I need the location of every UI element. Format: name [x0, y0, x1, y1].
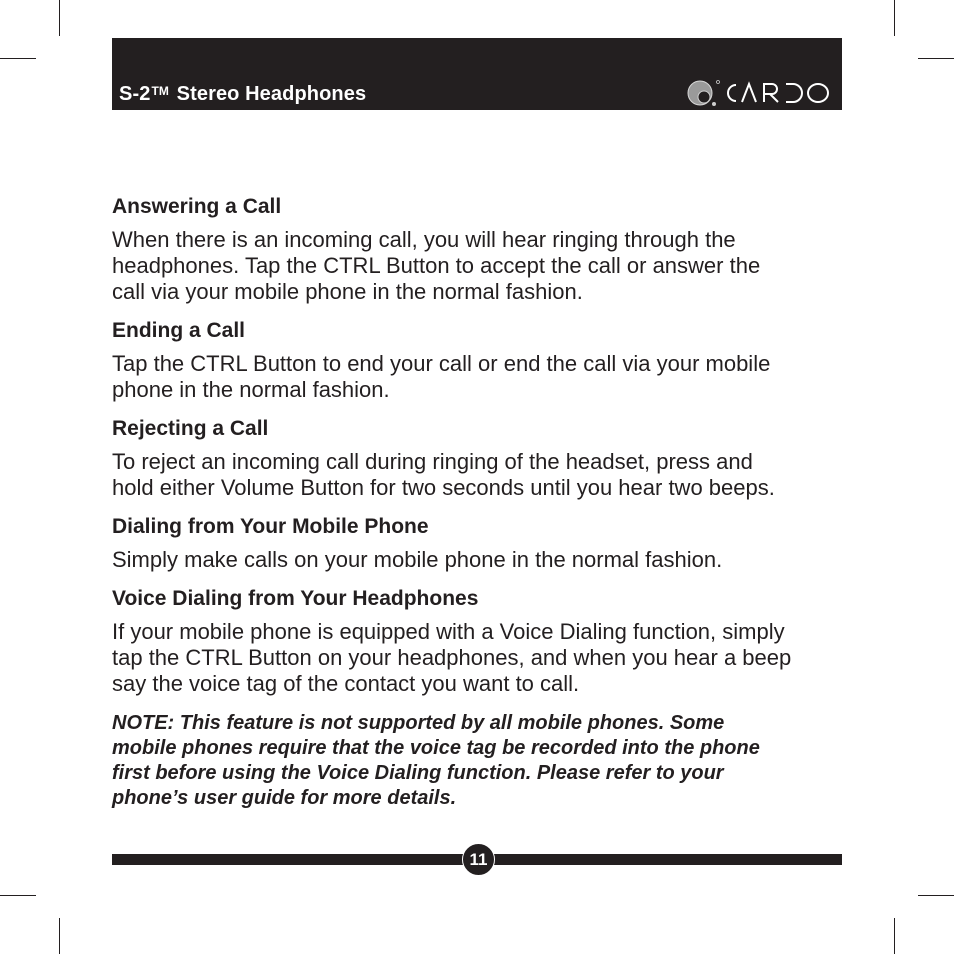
- title-product: Stereo Headphones: [176, 83, 367, 105]
- note-line: NOTE: This feature is not supported by all mobile phones. Some: [112, 712, 725, 734]
- section-body: [112, 351, 852, 403]
- section-voice-dialing: [112, 585, 852, 697]
- crop-mark: [0, 895, 36, 896]
- crop-mark: [894, 918, 895, 954]
- body-line: hold either Volume Button for two seconds until you hear two beeps.: [112, 475, 775, 500]
- section-body: [112, 227, 852, 305]
- body-line: say the voice tag of the contact you want to call.: [112, 671, 580, 696]
- crop-mark: [918, 58, 954, 59]
- body-line: call via your mobile phone in the normal fashion.: [112, 279, 583, 304]
- page-number: 11: [462, 843, 495, 876]
- cardo-logo: [686, 78, 834, 108]
- body-line: When there is an incoming call, you will hear ringing through the: [112, 227, 736, 252]
- note-line: phone’s user guide for more details.: [112, 787, 457, 809]
- title-model: S-2: [119, 83, 151, 105]
- section-ending-call: [112, 317, 852, 403]
- section-rejecting-call: [112, 415, 852, 501]
- body-line: If your mobile phone is equipped with a Voice Dialing function, simply: [112, 619, 785, 644]
- section-body: [112, 449, 852, 501]
- page-title: [119, 83, 366, 106]
- crop-mark: [59, 918, 60, 954]
- crop-mark: [0, 58, 36, 59]
- section-dialing-mobile: [112, 513, 852, 573]
- body-line: tap the CTRL Button on your headphones, and when you hear a beep: [112, 645, 792, 670]
- body-line: Tap the CTRL Button to end your call or end the call via your mobile: [112, 351, 771, 376]
- section-heading: Voice Dialing from Your Headphones: [112, 587, 479, 610]
- note-block: [112, 711, 852, 811]
- body-line: headphones. Tap the CTRL Button to accept the call or answer the: [112, 253, 761, 278]
- body-line: phone in the normal fashion.: [112, 377, 390, 402]
- crop-mark: [59, 0, 60, 36]
- section-heading: Answering a Call: [112, 195, 282, 218]
- section-body: [112, 619, 852, 697]
- section-heading: Rejecting a Call: [112, 417, 269, 440]
- body-line: To reject an incoming call during ringing of the headset, press and: [112, 449, 753, 474]
- crop-mark: [918, 895, 954, 896]
- trademark-symbol: TM: [151, 84, 169, 98]
- section-body: [112, 547, 852, 573]
- manual-content: [112, 193, 852, 811]
- section-heading: Dialing from Your Mobile Phone: [112, 515, 429, 538]
- section-answering-call: [112, 193, 852, 305]
- body-line: Simply make calls on your mobile phone in the normal fashion.: [112, 547, 723, 572]
- section-heading: Ending a Call: [112, 319, 246, 342]
- note-line: first before using the Voice Dialing function. Please refer to your: [112, 762, 724, 784]
- crop-mark: [894, 0, 895, 36]
- header-bar: [112, 38, 842, 110]
- note-line: mobile phones require that the voice tag be recorded into the phone: [112, 737, 760, 759]
